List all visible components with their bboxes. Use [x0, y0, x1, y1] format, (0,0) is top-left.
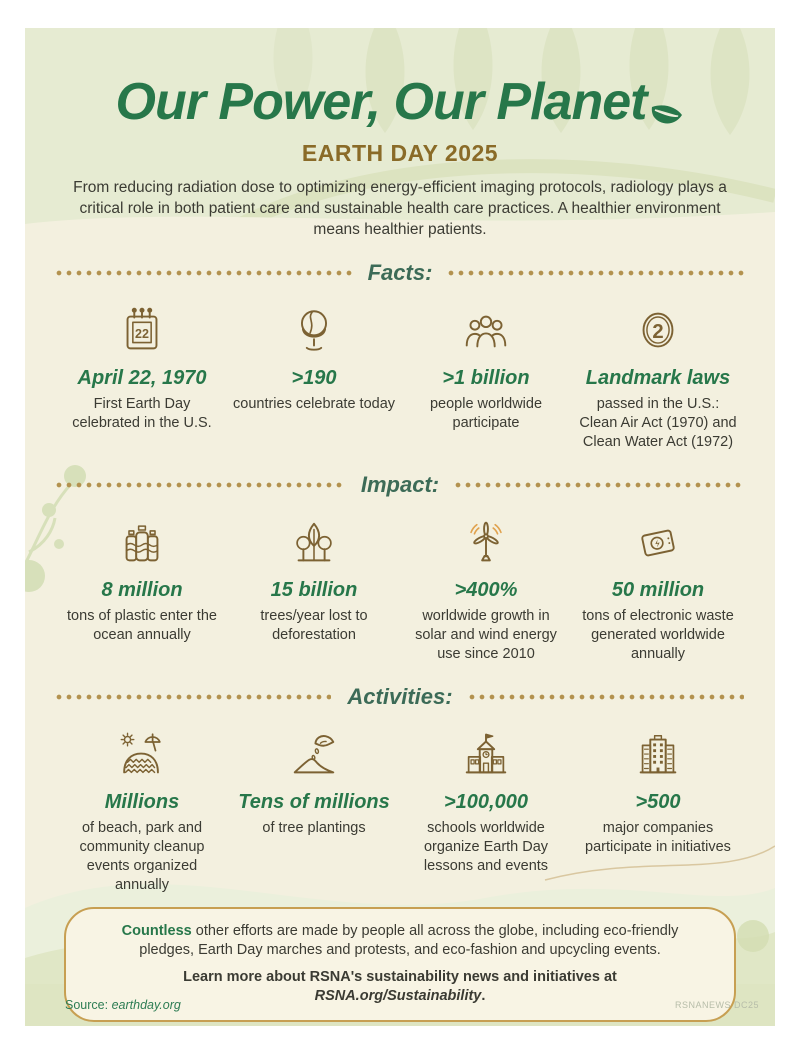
stat-value: Millions — [104, 791, 180, 813]
medal-number: 2 — [652, 320, 664, 343]
impact-item — [400, 512, 572, 664]
stat-description: major companies participate in initiatives — [585, 820, 731, 855]
calendar-day-number: 22 — [135, 327, 149, 342]
stat-value: >190 — [291, 367, 337, 389]
section-divider-activities — [56, 684, 744, 710]
plastic-bottles-icon — [61, 512, 223, 570]
impact-row — [25, 512, 775, 664]
source-credit — [65, 998, 181, 1012]
callout-lead: Countless — [121, 923, 192, 939]
dotted-line — [448, 270, 744, 276]
page-title-text: Our Power, Our Planet — [115, 73, 647, 131]
dotted-line — [455, 482, 744, 488]
stat-description: people worldwide participate — [429, 396, 543, 431]
activity-item — [228, 724, 400, 895]
stat-description: of tree plantings — [262, 820, 366, 836]
activity-item — [572, 724, 744, 895]
stat-description: schools worldwide organize Earth Day lessons and events — [423, 820, 549, 874]
impact-item — [228, 512, 400, 664]
people-icon — [405, 300, 567, 358]
impact-item — [572, 512, 744, 664]
leaf-icon — [650, 80, 684, 140]
poster — [25, 28, 775, 1026]
stat-value: April 22, 1970 — [77, 367, 207, 389]
wind-turbine-icon — [405, 512, 567, 570]
stat-value: Tens of millions — [238, 791, 390, 813]
stat-value: 8 million — [101, 579, 183, 601]
stat-value: 50 million — [611, 579, 705, 601]
number-2-medal-icon — [577, 300, 739, 358]
beach-cleanup-icon — [61, 724, 223, 782]
dotted-line — [469, 694, 744, 700]
section-label: Activities: — [347, 684, 453, 709]
footer-bar — [25, 984, 775, 1026]
activity-item — [400, 724, 572, 895]
page-title — [25, 72, 775, 132]
stat-description: First Earth Day celebrated in the U.S. — [72, 396, 212, 431]
electronic-waste-icon — [577, 512, 739, 570]
activities-row — [25, 724, 775, 895]
cta-suffix: . — [481, 988, 486, 1004]
stat-value: >400% — [454, 579, 518, 601]
stat-value: >500 — [635, 791, 681, 813]
activity-item — [56, 724, 228, 895]
section-divider-facts — [56, 260, 744, 286]
section-label: Impact: — [360, 472, 440, 497]
watermark: RSNANEWS DC25 — [674, 1000, 759, 1010]
subtitle: EARTH DAY 2025 — [301, 140, 499, 166]
stat-value: >100,000 — [444, 791, 528, 813]
dotted-line — [56, 482, 345, 488]
fact-item — [572, 300, 744, 452]
source-url: earthday.org — [111, 998, 181, 1012]
stat-description: tons of plastic enter the ocean annually — [67, 608, 217, 643]
section-divider-impact — [56, 472, 744, 498]
dotted-line — [56, 270, 352, 276]
stat-description: trees/year lost to deforestation — [260, 608, 368, 643]
calendar-icon — [61, 300, 223, 358]
stat-value: Landmark laws — [585, 367, 731, 389]
trees-icon — [233, 512, 395, 570]
stat-value: 15 billion — [270, 579, 358, 601]
cta-prefix: Learn more about RSNA's sustainability news and initiatives at — [183, 969, 617, 985]
stat-description: tons of electronic waste generated worldwide annually — [582, 608, 734, 662]
callout-body: other efforts are made by people all across the globe, including eco-friendly pledges, Earth Day marches and protests, and eco-fashion and upcycling events. — [139, 923, 679, 958]
source-label: Source: — [65, 998, 109, 1012]
company-buildings-icon — [577, 724, 739, 782]
cta-link: RSNA.org/Sustainability — [314, 988, 482, 1004]
fact-item — [56, 300, 228, 452]
callout-text — [106, 922, 694, 960]
stat-description: of beach, park and community cleanup events organized annually — [79, 820, 205, 893]
tree-planting-icon — [233, 724, 395, 782]
intro-paragraph: From reducing radiation dose to optimizing energy-efficient imaging protocols, radiology plays a critical role in both patient care and sustainable health care practices. A healthier environment means healthier patients. — [73, 179, 727, 238]
fact-item — [228, 300, 400, 452]
stat-description: worldwide growth in solar and wind energy use since 2010 — [415, 608, 557, 662]
facts-row — [25, 300, 775, 452]
stat-description: passed in the U.S.: Clean Air Act (1970) and Clean Water Act (1972) — [579, 396, 737, 450]
globe-icon — [233, 300, 395, 358]
dotted-line — [56, 694, 331, 700]
stat-description: countries celebrate today — [233, 396, 396, 412]
section-label: Facts: — [367, 260, 433, 285]
fact-item — [400, 300, 572, 452]
impact-item — [56, 512, 228, 664]
stat-value: >1 billion — [442, 367, 530, 389]
school-icon — [405, 724, 567, 782]
